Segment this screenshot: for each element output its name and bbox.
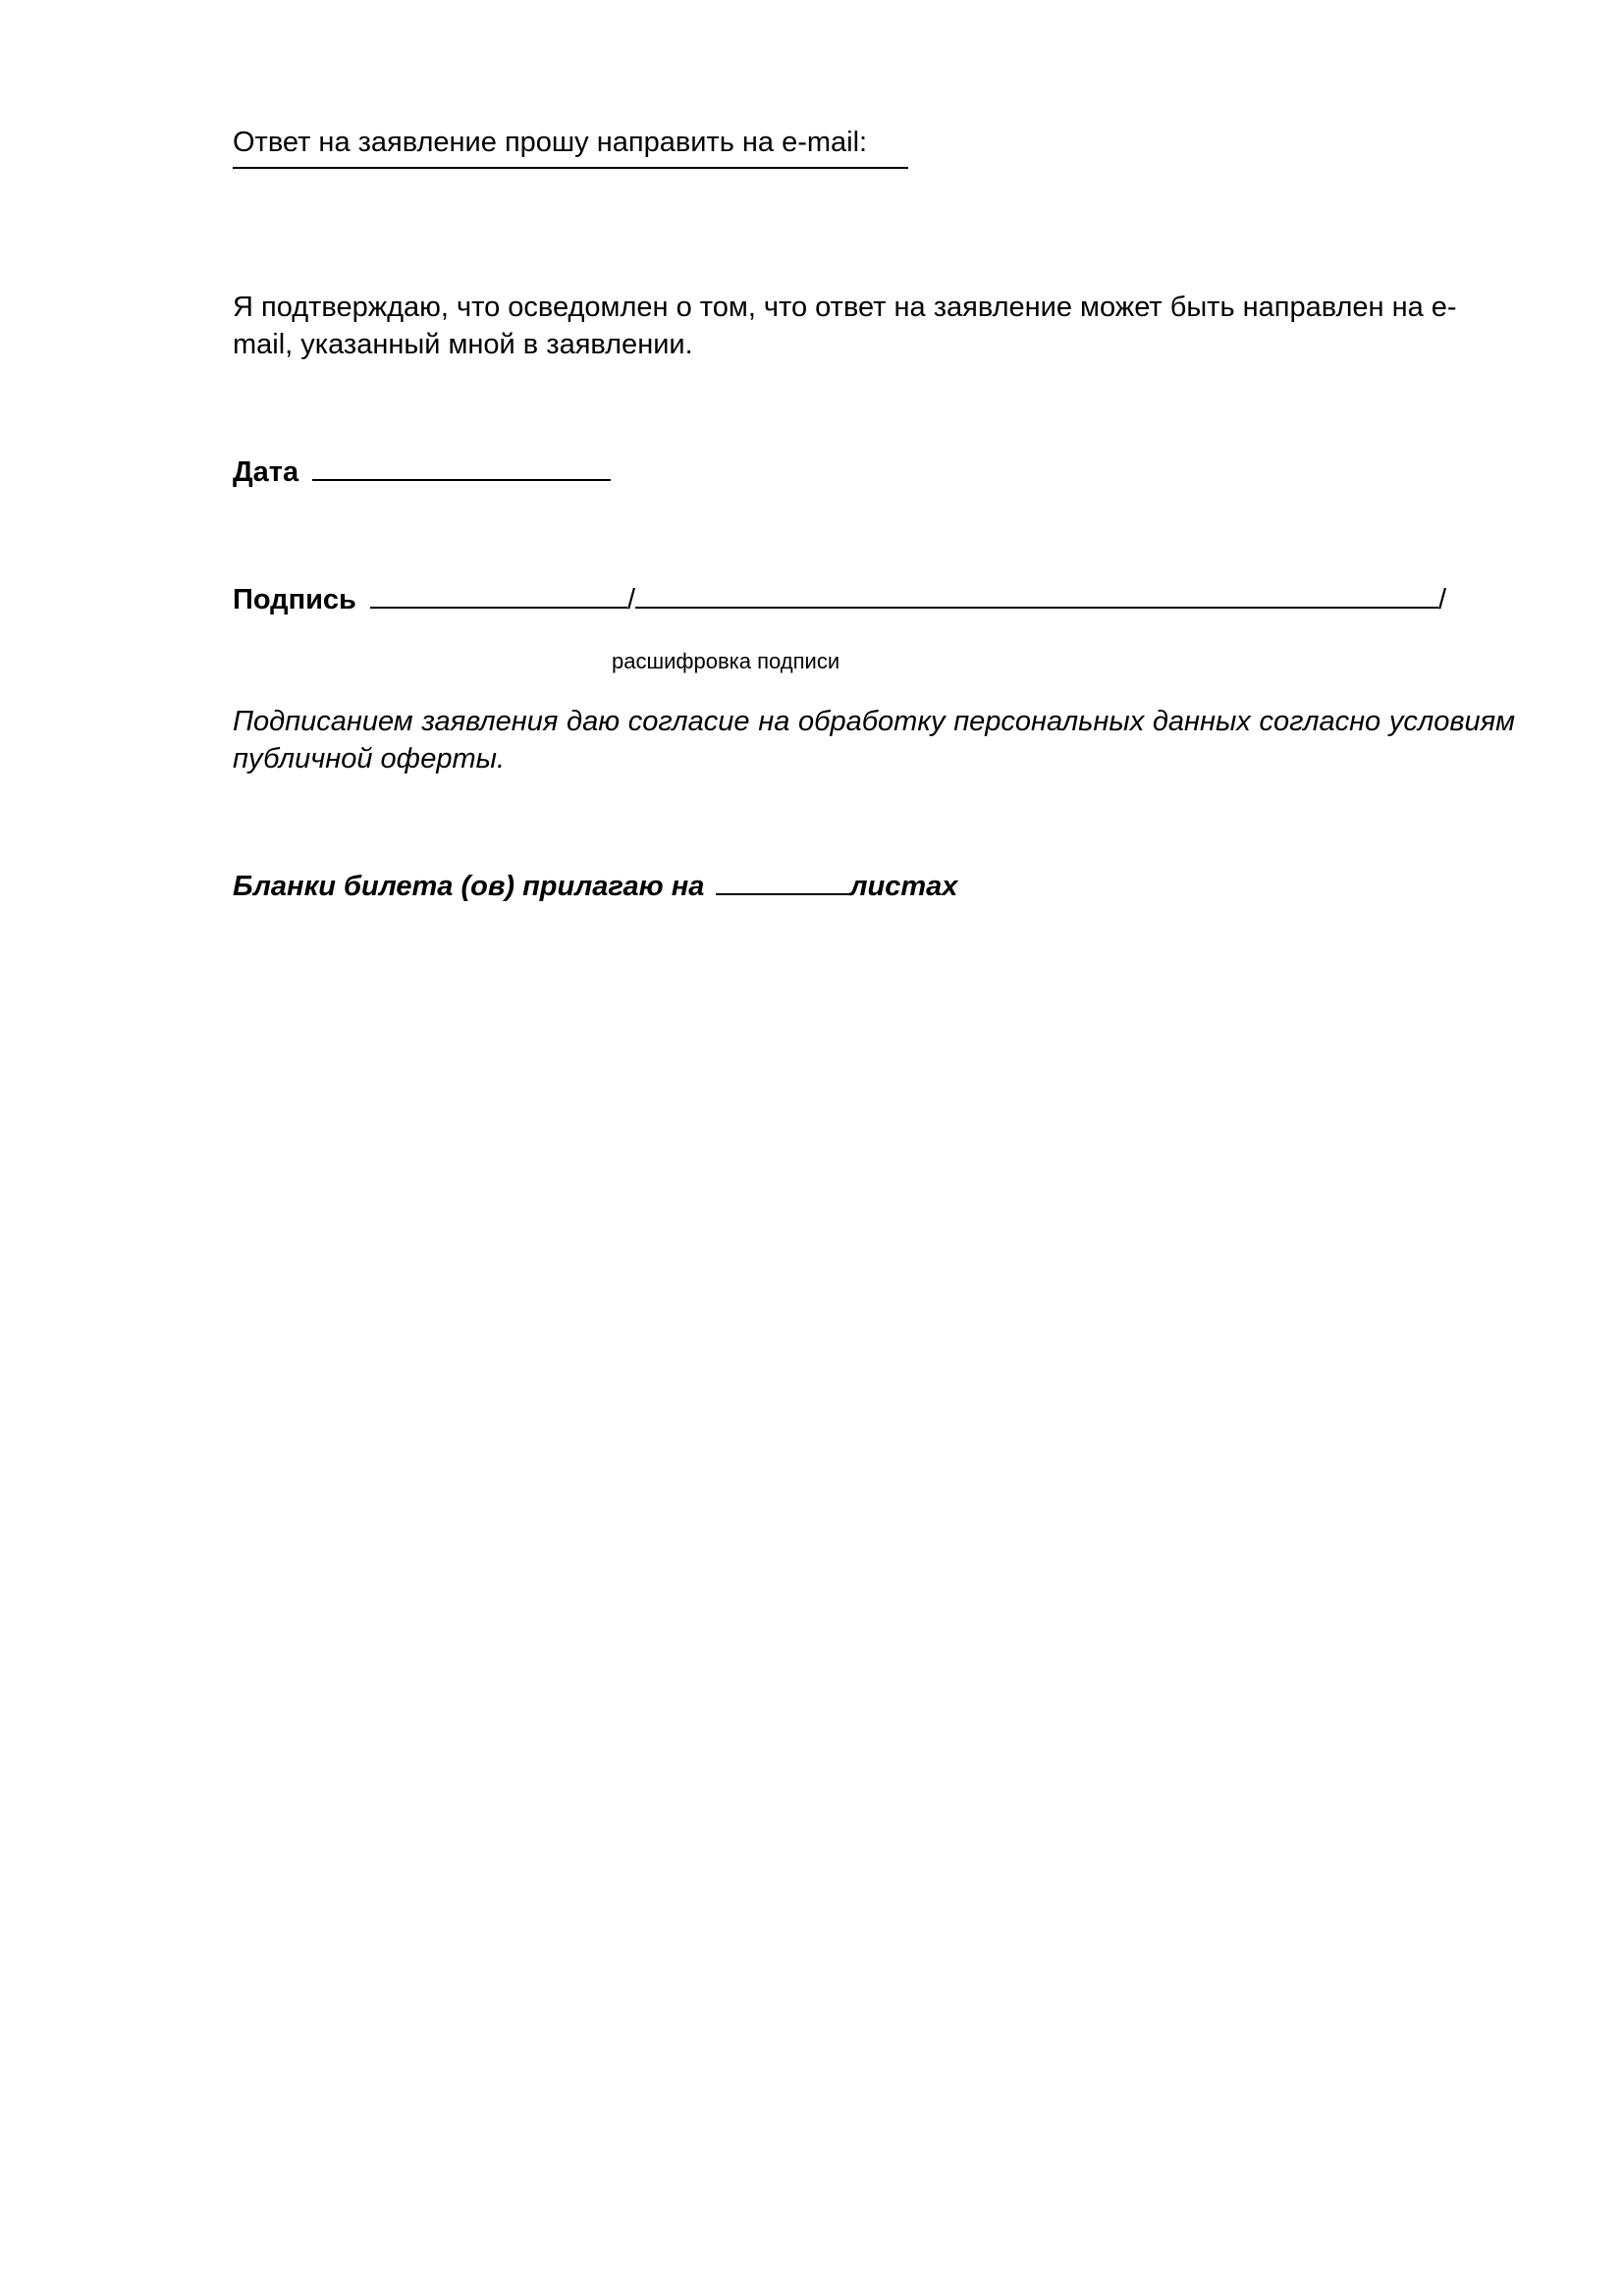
email-request-text: Ответ на заявление прошу направить на e-mail: [233, 127, 868, 158]
attachments-line [233, 868, 957, 905]
consent-text: Подписанием заявления даю согласие на обработку персональных данных согласно условиям публичной оферты. [233, 706, 1515, 774]
attachments-blank [716, 868, 849, 895]
signature-caption: расшифровка подписи [612, 649, 840, 673]
signature-line [233, 581, 1446, 618]
signature-separator-mid: / [626, 584, 636, 615]
attachments-label-before: Бланки билета (ов) прилагаю на [233, 871, 705, 902]
date-blank [312, 454, 611, 481]
signature-label: Подпись [233, 584, 356, 615]
signature-separator-end: / [1438, 584, 1447, 615]
confirmation-text: Я подтверждаю, что осведомлен о том, что ответ на заявление может быть направлен на e-mail, указанный мной в заявлении. [233, 292, 1457, 360]
signature-blank [370, 581, 627, 609]
date-label: Дата [233, 456, 299, 488]
date-line [233, 454, 611, 491]
attachments-label-after: листах [849, 871, 958, 902]
signature-decode-blank [635, 581, 1438, 609]
email-blank-line [233, 167, 908, 169]
